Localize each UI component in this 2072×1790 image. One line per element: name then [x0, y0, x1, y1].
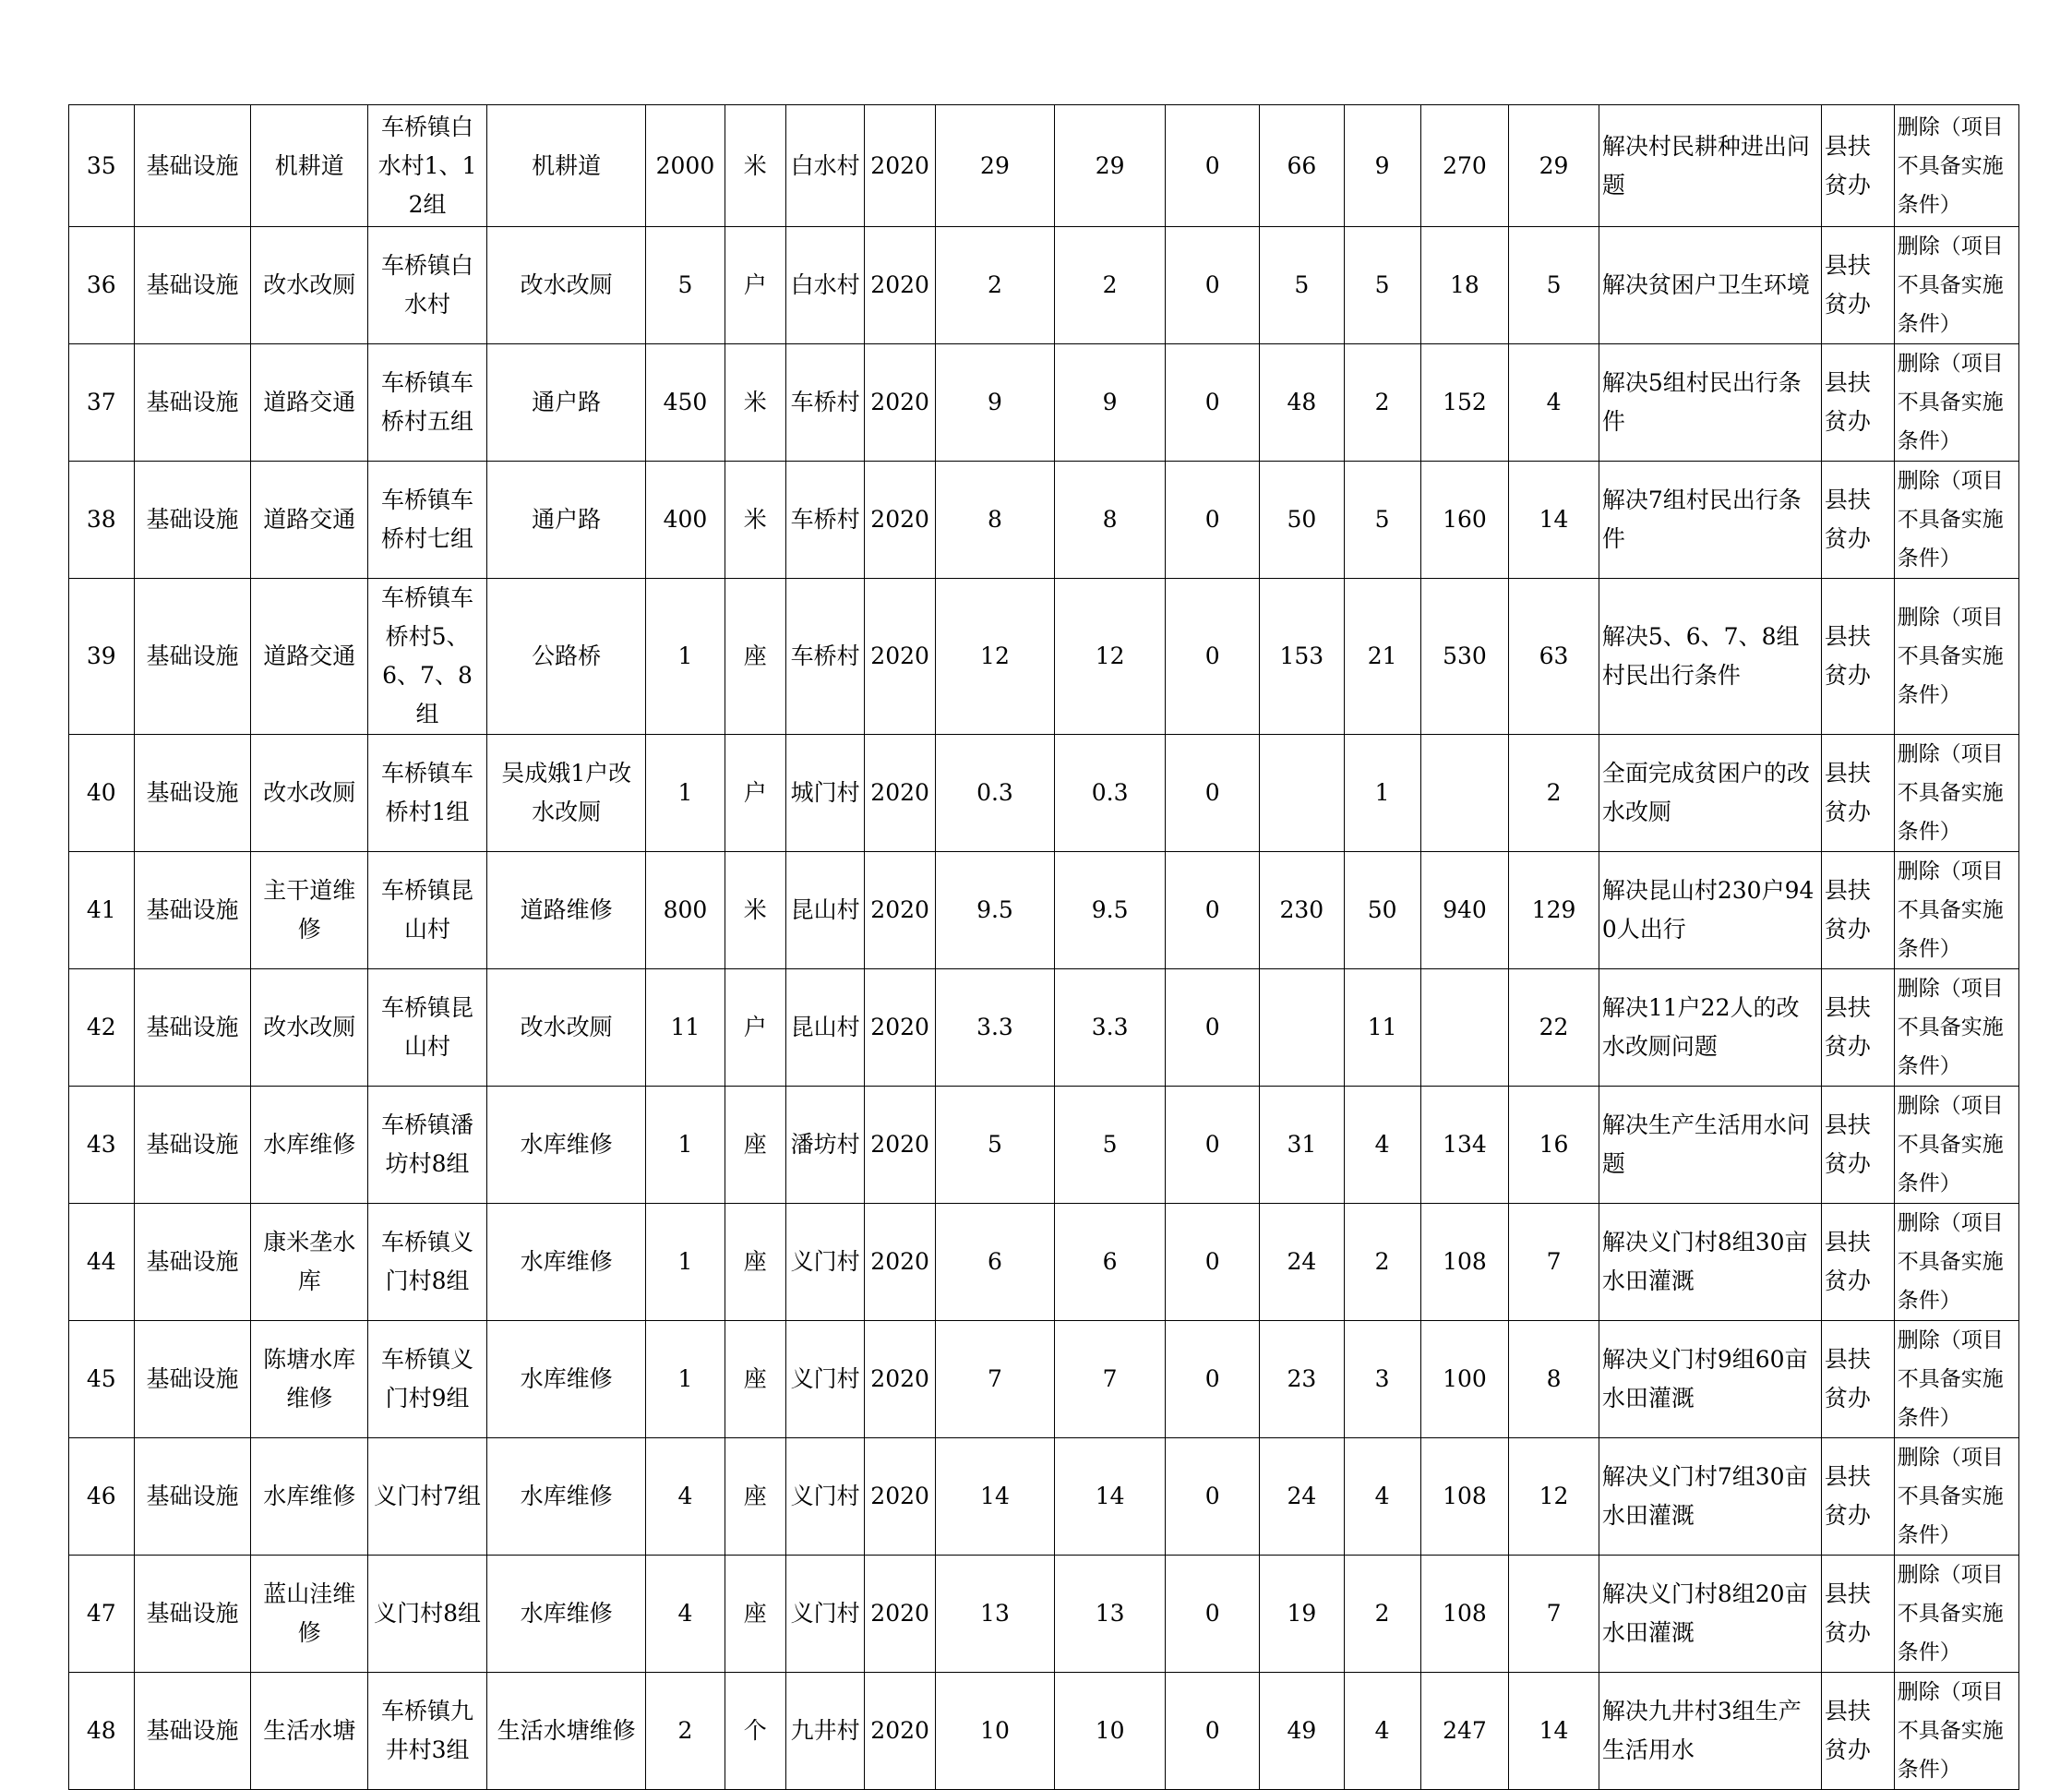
row-number: 38	[69, 462, 135, 579]
poor-households-cell: 2	[1344, 1204, 1420, 1321]
households-cell: 66	[1260, 105, 1344, 227]
population-cell	[1420, 969, 1509, 1087]
department-cell: 县扶贫办	[1821, 344, 1894, 462]
year-cell: 2020	[865, 852, 936, 969]
total-fund-cell: 8	[936, 462, 1055, 579]
project-type-cell: 道路交通	[251, 462, 368, 579]
population-cell	[1420, 735, 1509, 852]
location-cell: 车桥镇义门村9组	[368, 1321, 487, 1438]
department-cell: 县扶贫办	[1821, 462, 1894, 579]
year-cell: 2020	[865, 227, 936, 344]
row-number: 37	[69, 344, 135, 462]
scale-cell: 5	[646, 227, 725, 344]
population-cell: 160	[1420, 462, 1509, 579]
village-cell: 车桥村	[786, 462, 865, 579]
fund-a-cell: 7	[1054, 1321, 1166, 1438]
remark-cell: 删除（项目不具备实施条件）	[1894, 579, 2018, 735]
poor-households-cell: 1	[1344, 735, 1420, 852]
remark-cell: 删除（项目不具备实施条件）	[1894, 105, 2018, 227]
total-fund-cell: 6	[936, 1204, 1055, 1321]
row-number: 42	[69, 969, 135, 1087]
total-fund-cell: 29	[936, 105, 1055, 227]
scale-cell: 1	[646, 1087, 725, 1204]
poor-households-cell: 11	[1344, 969, 1420, 1087]
content-cell: 道路维修	[486, 852, 645, 969]
unit-cell: 座	[725, 1204, 785, 1321]
fund-b-cell: 0	[1166, 1438, 1260, 1556]
project-type-cell: 机耕道	[251, 105, 368, 227]
fund-b-cell: 0	[1166, 1556, 1260, 1673]
unit-cell: 户	[725, 735, 785, 852]
fund-b-cell: 0	[1166, 852, 1260, 969]
category-cell: 基础设施	[134, 735, 251, 852]
fund-a-cell: 2	[1054, 227, 1166, 344]
project-type-cell: 主干道维修	[251, 852, 368, 969]
year-cell: 2020	[865, 579, 936, 735]
effect-cell: 解决贫困户卫生环境	[1599, 227, 1821, 344]
unit-cell: 户	[725, 227, 785, 344]
population-cell: 134	[1420, 1087, 1509, 1204]
households-cell: 50	[1260, 462, 1344, 579]
fund-b-cell: 0	[1166, 227, 1260, 344]
poor-population-cell: 8	[1509, 1321, 1599, 1438]
department-cell: 县扶贫办	[1821, 969, 1894, 1087]
row-number: 45	[69, 1321, 135, 1438]
population-cell: 940	[1420, 852, 1509, 969]
poor-population-cell: 14	[1509, 1673, 1599, 1790]
year-cell: 2020	[865, 969, 936, 1087]
fund-b-cell: 0	[1166, 1204, 1260, 1321]
population-cell: 108	[1420, 1204, 1509, 1321]
content-cell: 通户路	[486, 344, 645, 462]
category-cell: 基础设施	[134, 1321, 251, 1438]
department-cell: 县扶贫办	[1821, 1321, 1894, 1438]
poor-population-cell: 29	[1509, 105, 1599, 227]
effect-cell: 解决7组村民出行条件	[1599, 462, 1821, 579]
year-cell: 2020	[865, 1556, 936, 1673]
total-fund-cell: 7	[936, 1321, 1055, 1438]
remark-cell: 删除（项目不具备实施条件）	[1894, 735, 2018, 852]
department-cell: 县扶贫办	[1821, 579, 1894, 735]
category-cell: 基础设施	[134, 1556, 251, 1673]
village-cell: 城门村	[786, 735, 865, 852]
population-cell: 18	[1420, 227, 1509, 344]
village-cell: 义门村	[786, 1556, 865, 1673]
households-cell: 24	[1260, 1204, 1344, 1321]
project-type-cell: 陈塘水库维修	[251, 1321, 368, 1438]
fund-a-cell: 12	[1054, 579, 1166, 735]
scale-cell: 450	[646, 344, 725, 462]
category-cell: 基础设施	[134, 344, 251, 462]
village-cell: 昆山村	[786, 852, 865, 969]
total-fund-cell: 13	[936, 1556, 1055, 1673]
unit-cell: 米	[725, 344, 785, 462]
fund-b-cell: 0	[1166, 462, 1260, 579]
project-type-cell: 康米垄水库	[251, 1204, 368, 1321]
poor-households-cell: 5	[1344, 227, 1420, 344]
unit-cell: 座	[725, 1438, 785, 1556]
content-cell: 改水改厕	[486, 969, 645, 1087]
poor-population-cell: 12	[1509, 1438, 1599, 1556]
total-fund-cell: 5	[936, 1087, 1055, 1204]
fund-b-cell: 0	[1166, 1087, 1260, 1204]
poor-households-cell: 2	[1344, 1556, 1420, 1673]
table-row	[69, 1438, 2019, 1556]
unit-cell: 米	[725, 462, 785, 579]
population-cell: 108	[1420, 1438, 1509, 1556]
row-number: 40	[69, 735, 135, 852]
location-cell: 车桥镇昆山村	[368, 969, 487, 1087]
department-cell: 县扶贫办	[1821, 1204, 1894, 1321]
unit-cell: 米	[725, 852, 785, 969]
scale-cell: 2	[646, 1673, 725, 1790]
effect-cell: 解决义门村9组60亩水田灌溉	[1599, 1321, 1821, 1438]
scale-cell: 4	[646, 1556, 725, 1673]
category-cell: 基础设施	[134, 1438, 251, 1556]
table-row	[69, 1321, 2019, 1438]
location-cell: 车桥镇义门村8组	[368, 1204, 487, 1321]
households-cell: 24	[1260, 1438, 1344, 1556]
row-number: 47	[69, 1556, 135, 1673]
poor-households-cell: 4	[1344, 1438, 1420, 1556]
row-number: 43	[69, 1087, 135, 1204]
fund-a-cell: 29	[1054, 105, 1166, 227]
category-cell: 基础设施	[134, 852, 251, 969]
households-cell	[1260, 969, 1344, 1087]
content-cell: 吴成娥1户改水改厕	[486, 735, 645, 852]
unit-cell: 米	[725, 105, 785, 227]
poor-population-cell: 22	[1509, 969, 1599, 1087]
fund-b-cell: 0	[1166, 1673, 1260, 1790]
unit-cell: 座	[725, 1556, 785, 1673]
remark-cell: 删除（项目不具备实施条件）	[1894, 969, 2018, 1087]
remark-cell: 删除（项目不具备实施条件）	[1894, 1321, 2018, 1438]
row-number: 46	[69, 1438, 135, 1556]
category-cell: 基础设施	[134, 105, 251, 227]
project-type-cell: 水库维修	[251, 1438, 368, 1556]
fund-b-cell: 0	[1166, 579, 1260, 735]
population-cell: 530	[1420, 579, 1509, 735]
location-cell: 车桥镇白水村	[368, 227, 487, 344]
scale-cell: 2000	[646, 105, 725, 227]
population-cell: 108	[1420, 1556, 1509, 1673]
department-cell: 县扶贫办	[1821, 1673, 1894, 1790]
total-fund-cell: 3.3	[936, 969, 1055, 1087]
location-cell: 义门村8组	[368, 1556, 487, 1673]
remark-cell: 删除（项目不具备实施条件）	[1894, 1438, 2018, 1556]
total-fund-cell: 0.3	[936, 735, 1055, 852]
project-type-cell: 道路交通	[251, 579, 368, 735]
poor-households-cell: 21	[1344, 579, 1420, 735]
fund-a-cell: 13	[1054, 1556, 1166, 1673]
row-number: 41	[69, 852, 135, 969]
fund-a-cell: 9	[1054, 344, 1166, 462]
total-fund-cell: 9	[936, 344, 1055, 462]
content-cell: 机耕道	[486, 105, 645, 227]
poor-households-cell: 4	[1344, 1673, 1420, 1790]
population-cell: 152	[1420, 344, 1509, 462]
poor-population-cell: 14	[1509, 462, 1599, 579]
households-cell: 19	[1260, 1556, 1344, 1673]
category-cell: 基础设施	[134, 579, 251, 735]
remark-cell: 删除（项目不具备实施条件）	[1894, 1673, 2018, 1790]
population-cell: 247	[1420, 1673, 1509, 1790]
poor-population-cell: 129	[1509, 852, 1599, 969]
project-type-cell: 改水改厕	[251, 227, 368, 344]
project-table	[68, 104, 2019, 1790]
location-cell: 车桥镇九井村3组	[368, 1673, 487, 1790]
remark-cell: 删除（项目不具备实施条件）	[1894, 462, 2018, 579]
poor-households-cell: 9	[1344, 105, 1420, 227]
village-cell: 白水村	[786, 227, 865, 344]
year-cell: 2020	[865, 1087, 936, 1204]
remark-cell: 删除（项目不具备实施条件）	[1894, 227, 2018, 344]
row-number: 48	[69, 1673, 135, 1790]
effect-cell: 解决九井村3组生产生活用水	[1599, 1673, 1821, 1790]
location-cell: 车桥镇昆山村	[368, 852, 487, 969]
project-type-cell: 改水改厕	[251, 735, 368, 852]
fund-b-cell: 0	[1166, 735, 1260, 852]
table-row	[69, 1556, 2019, 1673]
fund-a-cell: 5	[1054, 1087, 1166, 1204]
location-cell: 义门村7组	[368, 1438, 487, 1556]
content-cell: 水库维修	[486, 1087, 645, 1204]
remark-cell: 删除（项目不具备实施条件）	[1894, 1087, 2018, 1204]
category-cell: 基础设施	[134, 462, 251, 579]
row-number: 44	[69, 1204, 135, 1321]
location-cell: 车桥镇白水村1、12组	[368, 105, 487, 227]
department-cell: 县扶贫办	[1821, 1087, 1894, 1204]
table-row	[69, 969, 2019, 1087]
households-cell: 230	[1260, 852, 1344, 969]
content-cell: 生活水塘维修	[486, 1673, 645, 1790]
year-cell: 2020	[865, 1321, 936, 1438]
remark-cell: 删除（项目不具备实施条件）	[1894, 1204, 2018, 1321]
households-cell: 49	[1260, 1673, 1344, 1790]
population-cell: 270	[1420, 105, 1509, 227]
scale-cell: 1	[646, 1321, 725, 1438]
table-row	[69, 344, 2019, 462]
project-type-cell: 改水改厕	[251, 969, 368, 1087]
total-fund-cell: 2	[936, 227, 1055, 344]
total-fund-cell: 14	[936, 1438, 1055, 1556]
project-type-cell: 蓝山洼维修	[251, 1556, 368, 1673]
village-cell: 潘坊村	[786, 1087, 865, 1204]
unit-cell: 个	[725, 1673, 785, 1790]
unit-cell: 座	[725, 579, 785, 735]
year-cell: 2020	[865, 735, 936, 852]
effect-cell: 解决义门村8组30亩水田灌溉	[1599, 1204, 1821, 1321]
village-cell: 义门村	[786, 1321, 865, 1438]
village-cell: 白水村	[786, 105, 865, 227]
poor-households-cell: 4	[1344, 1087, 1420, 1204]
content-cell: 水库维修	[486, 1321, 645, 1438]
effect-cell: 解决11户22人的改水改厕问题	[1599, 969, 1821, 1087]
row-number: 35	[69, 105, 135, 227]
effect-cell: 解决村民耕种进出问题	[1599, 105, 1821, 227]
fund-b-cell: 0	[1166, 105, 1260, 227]
poor-population-cell: 16	[1509, 1087, 1599, 1204]
scale-cell: 1	[646, 1204, 725, 1321]
content-cell: 水库维修	[486, 1556, 645, 1673]
category-cell: 基础设施	[134, 969, 251, 1087]
table-row	[69, 227, 2019, 344]
scale-cell: 1	[646, 579, 725, 735]
population-cell: 100	[1420, 1321, 1509, 1438]
village-cell: 义门村	[786, 1204, 865, 1321]
village-cell: 车桥村	[786, 344, 865, 462]
households-cell	[1260, 735, 1344, 852]
poor-households-cell: 3	[1344, 1321, 1420, 1438]
location-cell: 车桥镇车桥村五组	[368, 344, 487, 462]
total-fund-cell: 9.5	[936, 852, 1055, 969]
content-cell: 改水改厕	[486, 227, 645, 344]
year-cell: 2020	[865, 1438, 936, 1556]
department-cell: 县扶贫办	[1821, 105, 1894, 227]
fund-a-cell: 10	[1054, 1673, 1166, 1790]
table-row	[69, 1204, 2019, 1321]
location-cell: 车桥镇潘坊村8组	[368, 1087, 487, 1204]
year-cell: 2020	[865, 344, 936, 462]
scale-cell: 1	[646, 735, 725, 852]
table-row	[69, 579, 2019, 735]
scale-cell: 800	[646, 852, 725, 969]
table-row	[69, 105, 2019, 227]
households-cell: 31	[1260, 1087, 1344, 1204]
year-cell: 2020	[865, 105, 936, 227]
fund-a-cell: 3.3	[1054, 969, 1166, 1087]
category-cell: 基础设施	[134, 1673, 251, 1790]
scale-cell: 400	[646, 462, 725, 579]
category-cell: 基础设施	[134, 1204, 251, 1321]
table-row	[69, 1087, 2019, 1204]
total-fund-cell: 10	[936, 1673, 1055, 1790]
total-fund-cell: 12	[936, 579, 1055, 735]
scale-cell: 11	[646, 969, 725, 1087]
year-cell: 2020	[865, 462, 936, 579]
location-cell: 车桥镇车桥村1组	[368, 735, 487, 852]
year-cell: 2020	[865, 1204, 936, 1321]
effect-cell: 全面完成贫困户的改水改厕	[1599, 735, 1821, 852]
table-row	[69, 852, 2019, 969]
project-type-cell: 道路交通	[251, 344, 368, 462]
village-cell: 昆山村	[786, 969, 865, 1087]
fund-b-cell: 0	[1166, 969, 1260, 1087]
unit-cell: 座	[725, 1321, 785, 1438]
department-cell: 县扶贫办	[1821, 735, 1894, 852]
poor-population-cell: 7	[1509, 1204, 1599, 1321]
effect-cell: 解决义门村7组30亩水田灌溉	[1599, 1438, 1821, 1556]
row-number: 39	[69, 579, 135, 735]
department-cell: 县扶贫办	[1821, 852, 1894, 969]
remark-cell: 删除（项目不具备实施条件）	[1894, 852, 2018, 969]
poor-population-cell: 5	[1509, 227, 1599, 344]
table-row	[69, 1673, 2019, 1790]
project-type-cell: 生活水塘	[251, 1673, 368, 1790]
poor-households-cell: 50	[1344, 852, 1420, 969]
effect-cell: 解决生产生活用水问题	[1599, 1087, 1821, 1204]
unit-cell: 座	[725, 1087, 785, 1204]
fund-a-cell: 9.5	[1054, 852, 1166, 969]
department-cell: 县扶贫办	[1821, 1438, 1894, 1556]
content-cell: 水库维修	[486, 1204, 645, 1321]
poor-population-cell: 7	[1509, 1556, 1599, 1673]
category-cell: 基础设施	[134, 1087, 251, 1204]
fund-b-cell: 0	[1166, 1321, 1260, 1438]
fund-a-cell: 6	[1054, 1204, 1166, 1321]
fund-a-cell: 8	[1054, 462, 1166, 579]
table-body	[69, 105, 2019, 1790]
row-number: 36	[69, 227, 135, 344]
effect-cell: 解决义门村8组20亩水田灌溉	[1599, 1556, 1821, 1673]
poor-population-cell: 63	[1509, 579, 1599, 735]
village-cell: 九井村	[786, 1673, 865, 1790]
fund-b-cell: 0	[1166, 344, 1260, 462]
fund-a-cell: 0.3	[1054, 735, 1166, 852]
year-cell: 2020	[865, 1673, 936, 1790]
remark-cell: 删除（项目不具备实施条件）	[1894, 1556, 2018, 1673]
effect-cell: 解决5、6、7、8组村民出行条件	[1599, 579, 1821, 735]
poor-population-cell: 4	[1509, 344, 1599, 462]
project-type-cell: 水库维修	[251, 1087, 368, 1204]
category-cell: 基础设施	[134, 227, 251, 344]
village-cell: 车桥村	[786, 579, 865, 735]
department-cell: 县扶贫办	[1821, 1556, 1894, 1673]
households-cell: 153	[1260, 579, 1344, 735]
effect-cell: 解决5组村民出行条件	[1599, 344, 1821, 462]
content-cell: 水库维修	[486, 1438, 645, 1556]
poor-households-cell: 2	[1344, 344, 1420, 462]
department-cell: 县扶贫办	[1821, 227, 1894, 344]
unit-cell: 户	[725, 969, 785, 1087]
effect-cell: 解决昆山村230户940人出行	[1599, 852, 1821, 969]
households-cell: 5	[1260, 227, 1344, 344]
content-cell: 公路桥	[486, 579, 645, 735]
households-cell: 48	[1260, 344, 1344, 462]
table-row	[69, 462, 2019, 579]
location-cell: 车桥镇车桥村七组	[368, 462, 487, 579]
table-row	[69, 735, 2019, 852]
fund-a-cell: 14	[1054, 1438, 1166, 1556]
poor-population-cell: 2	[1509, 735, 1599, 852]
content-cell: 通户路	[486, 462, 645, 579]
scale-cell: 4	[646, 1438, 725, 1556]
poor-households-cell: 5	[1344, 462, 1420, 579]
location-cell: 车桥镇车桥村5、6、7、8组	[368, 579, 487, 735]
remark-cell: 删除（项目不具备实施条件）	[1894, 344, 2018, 462]
households-cell: 23	[1260, 1321, 1344, 1438]
village-cell: 义门村	[786, 1438, 865, 1556]
